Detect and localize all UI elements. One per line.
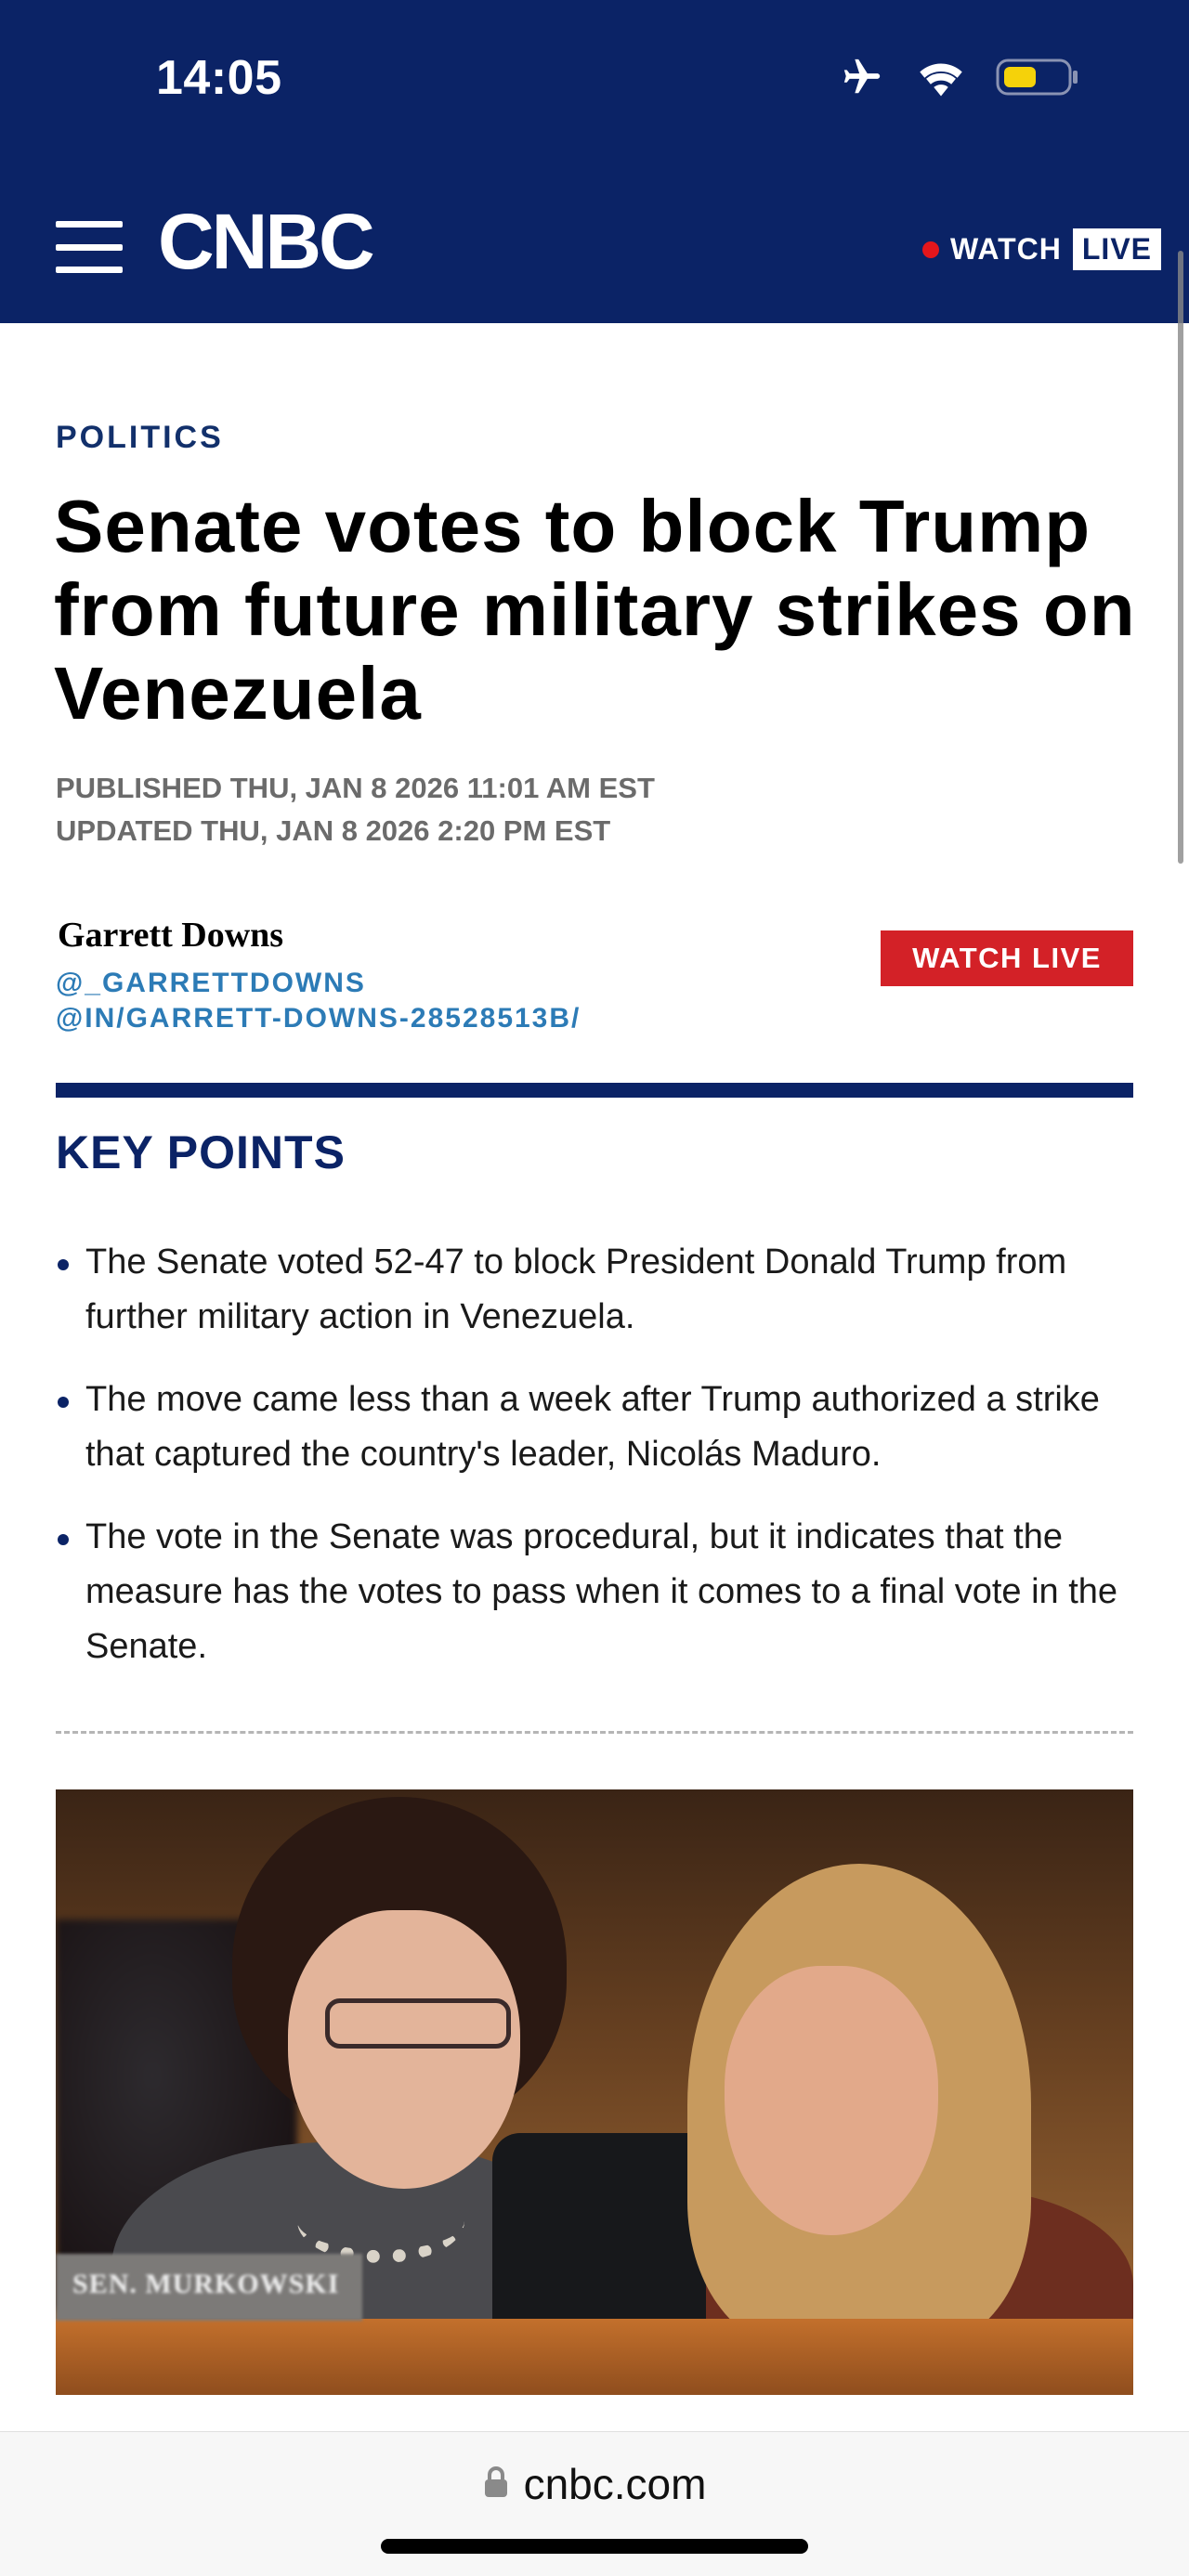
status-icons xyxy=(838,56,1079,98)
battery-icon xyxy=(996,57,1079,98)
home-indicator[interactable] xyxy=(381,2539,808,2554)
key-points-list xyxy=(56,1235,1133,1702)
article-dates xyxy=(56,767,655,852)
cnbc-logo[interactable]: CNBC xyxy=(158,198,372,285)
author-linkedin-link[interactable]: @IN/GARRETT-DOWNS-28528513B/ xyxy=(56,1003,581,1034)
author-twitter-link[interactable]: @_GARRETTDOWNS xyxy=(56,968,366,998)
watch-live-link[interactable] xyxy=(922,228,1161,270)
article-headline: Senate votes to block Trump from future military strikes on Venezuela xyxy=(54,485,1136,735)
article-photo[interactable] xyxy=(56,1789,1133,2395)
status-time: 14:05 xyxy=(156,51,282,105)
dashed-divider xyxy=(56,1731,1133,1734)
live-badge: LIVE xyxy=(1073,228,1161,270)
key-point-item: The move came less than a week after Trump authorized a strike that captured the country's leader, Nicolás Maduro. xyxy=(56,1373,1133,1482)
key-points-divider xyxy=(56,1083,1133,1098)
address-bar[interactable] xyxy=(0,2459,1189,2509)
menu-icon[interactable] xyxy=(56,221,123,273)
live-dot-icon xyxy=(922,241,939,258)
updated-date: UPDATED THU, JAN 8 2026 2:20 PM EST xyxy=(56,814,611,847)
lock-icon xyxy=(483,2465,509,2504)
key-point-item: The Senate voted 52-47 to block President Donald Trump from further military action in Venezuela. xyxy=(56,1235,1133,1345)
watch-label: WATCH xyxy=(949,232,1062,266)
watch-live-button[interactable]: WATCH LIVE xyxy=(881,930,1133,986)
site-header xyxy=(0,0,1189,323)
scrollbar[interactable] xyxy=(1178,251,1183,864)
key-points-title: KEY POINTS xyxy=(56,1126,346,1178)
author-name[interactable]: Garrett Downs xyxy=(58,916,284,955)
photo-nameplate: SEN. MURKOWSKI xyxy=(56,2254,362,2321)
key-point-item: The vote in the Senate was procedural, but it indicates that the measure has the votes to pass when it comes to a final vote in the Senate. xyxy=(56,1510,1133,1674)
airplane-icon xyxy=(838,56,886,98)
section-label[interactable]: POLITICS xyxy=(56,420,224,455)
url-text: cnbc.com xyxy=(523,2460,707,2508)
published-date: PUBLISHED THU, JAN 8 2026 11:01 AM EST xyxy=(56,772,655,804)
wifi-icon xyxy=(914,57,968,98)
